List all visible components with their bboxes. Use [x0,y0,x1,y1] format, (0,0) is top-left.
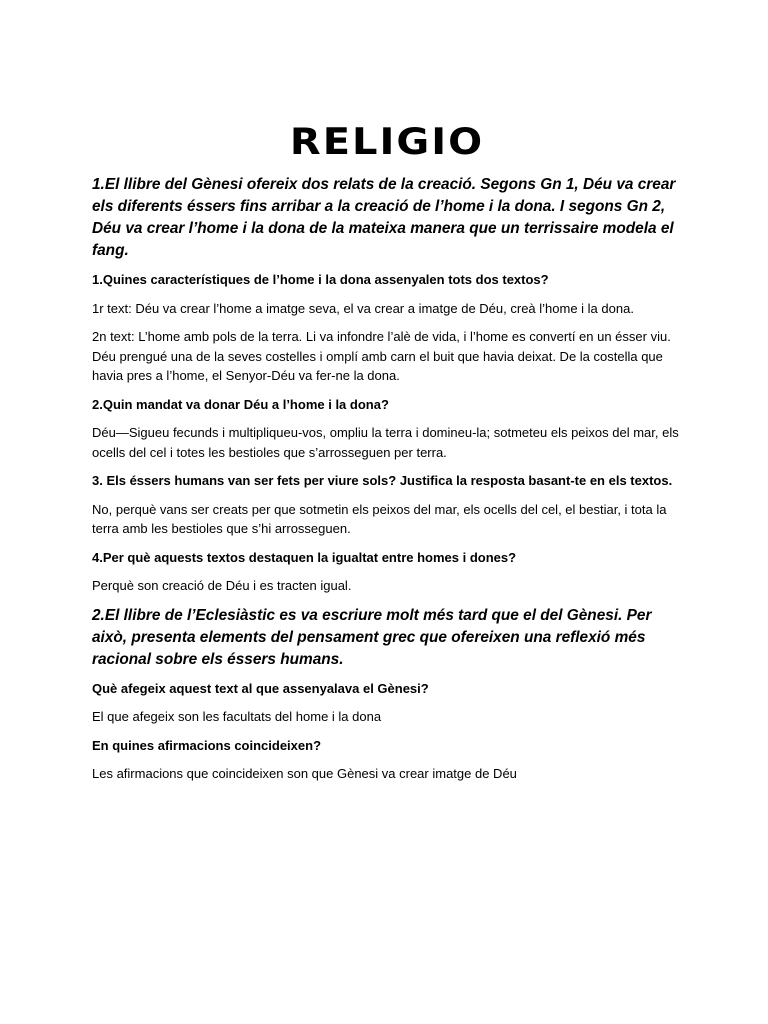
answer-5: El que afegeix son les facultats del home i la dona [92,709,382,724]
section-1-heading: 1.El llibre del Gènesi ofereix dos relats de la creació. Segons Gn 1, Déu va crear els diferents éssers fins arribar a la creació de l’home i la dona. I segons Gn 2, Déu va crear l’home i la dona de la mateixa manera que un terrissaire modela el fang. [92,176,676,259]
question-6: En quines afirmacions coincideixen? [92,737,322,753]
answer-3: No, perquè vans ser creats per que sotmetin els peixos del mar, els ocells del cel, el bestiar, i tota la terra amb les bestioles que s’hi arrosseguen. [92,501,667,536]
question-4: 4.Per què aquests textos destaquen la igualtat entre homes i dones? [92,549,517,565]
question-5: Què afegeix aquest text al que assenyalava el Gènesi? [92,680,429,696]
answer-1-first-text: 1r text: Déu va crear l’home a imatge seva, el va crear a imatge de Déu, creà l’home i la dona. [92,300,634,316]
answer-1-second-text: 2n text: L’home amb pols de la terra. Li va infondre l’alè de vida, i l’home es convertí en un ésser viu. Déu prengué una de la seves costelles i omplí amb carn el buit que havia deixat. De la costella que havia pres a l’home, el Senyor-Déu va fer-ne la dona. [92,329,671,383]
question-1: 1.Quines característiques de l’home i la dona assenyalen tots dos textos? [92,272,549,287]
answer-2: Déu—Sigueu fecunds i multipliqueu-vos, ompliu la terra i domineu-la; sotmeteu els peixos del mar, els ocells del cel i totes les bestioles que s’arrosseguen per terra. [92,425,679,460]
answer-6: Les afirmacions que coincideixen son que Gènesi va crear imatge de Déu [92,766,517,781]
question-2: 2.Quin mandat va donar Déu a l’home i la dona? [92,396,389,412]
section-2-heading: 2.El llibre de l’Eclesiàstic es va escriure molt més tard que el del Gènesi. Per això, presenta elements del pensament grec que ofereixen una reflexió més racional sobre els éssers humans. [92,606,652,668]
question-3: 3. Els éssers humans van ser fets per viure sols? Justifica la resposta basant-te en els textos. [92,473,673,488]
section-2 [92,605,682,784]
document-page [92,118,682,793]
section-1 [92,174,682,596]
answer-4: Perquè son creació de Déu i es tracten igual. [92,578,352,593]
document-title: RELIGIO [289,120,485,164]
